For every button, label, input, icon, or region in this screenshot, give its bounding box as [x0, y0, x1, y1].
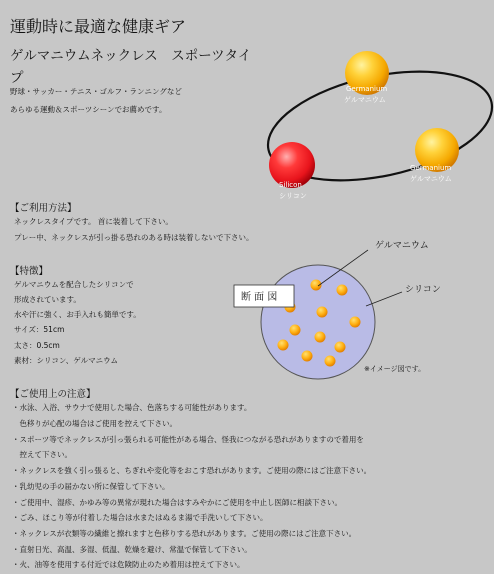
caution-line: 色移りが心配の場合はご使用を控えて下さい。 [12, 419, 177, 428]
feature-line: 形成されています。 [14, 295, 81, 304]
caution-line: ・ネックレスを強く引っ張ると、ちぎれや変化等をおこす恐れがあります。ご使用の際にはご注意下さい。 [12, 466, 372, 475]
particle [290, 325, 301, 336]
caution-line: 控えて下さい。 [12, 450, 72, 459]
caution-heading: 【ご使用上の注意】 [10, 389, 96, 400]
particle [317, 307, 328, 318]
germanium-label-right-jp: ゲルマニウム [410, 175, 452, 183]
caution-line: ・ご使用中、湿疹、かゆみ等の異常が現れた場合はすみやかにご使用を中止し医師に相談下さい。 [12, 498, 342, 507]
particle [302, 351, 313, 362]
particle [350, 317, 361, 328]
sports-list: 野球・サッカー・テニス・ゴルフ・ランニングなど [10, 87, 182, 96]
caution-line: ・スポーツ等でネックレスが引っ張られる可能性がある場合、怪我につながる恐れがありますので着用を [12, 435, 364, 444]
caution-line: ・直射日光、高温、多湿、低温、乾燥を避け、常温で保管して下さい。 [12, 545, 252, 554]
feature-size: サイズ：51cm [14, 325, 65, 334]
caution-line: ・ごみ、ほこり等が付着した場合は水またはぬるま湯で手洗いして下さい。 [12, 513, 268, 522]
silicon-label-en: Silicon [279, 181, 302, 189]
caution-line: ・水泳、入浴、サウナで使用した場合、色落ちする可能性があります。 [12, 403, 252, 412]
product-name: ゲルマニウムネックレス スポーツタイ [10, 48, 252, 64]
particle [337, 285, 348, 296]
silicon-label-jp: シリコン [279, 192, 307, 200]
page-title: 運動時に最適な健康ギア [10, 17, 187, 36]
germanium-label-top-en: Germanium [346, 85, 388, 93]
silicon-leader-line [366, 292, 402, 306]
caution-line: ・乳幼児の手の届かない所に保管して下さい。 [12, 482, 170, 491]
usage-heading: 【ご利用方法】 [10, 203, 77, 214]
feature-line: ゲルマニウムを配合したシリコンで [14, 280, 134, 289]
caution-line: ・火、油等を使用する付近では危険防止のため着用は控えて下さい。 [12, 560, 245, 569]
feature-thickness: 太さ：0.5cm [14, 341, 60, 350]
usage-line: ネックレスタイプです。 首に装着して下さい。 [14, 217, 173, 226]
product-name-continued: プ [10, 70, 24, 86]
feature-material: 素材：シリコン、ゲルマニウム [14, 356, 119, 365]
usage-line: プレー中、ネックレスが引っ掛る恐れのある時は装着しないで下さい。 [14, 233, 254, 242]
cross-section-label: 断 面 図 [241, 292, 278, 303]
germanium-label-right-en: Germanium [410, 164, 452, 172]
silicon-label: シリコン [405, 285, 441, 295]
particle [278, 340, 289, 351]
particle [315, 332, 326, 343]
recommended-scenes: あらゆる運動＆スポーツシーンでお薦めです。 [10, 105, 167, 114]
features-heading: 【特徴】 [10, 266, 49, 277]
particle [335, 342, 346, 353]
image-note: ※イメージ図です。 [364, 365, 426, 373]
caution-line: ・ネックレスが衣類等の繊維と擦れますと色移りする恐れがあります。ご使用の際にはご注意下さい。 [12, 529, 357, 538]
feature-line: 水や汗に強く、お手入れも簡単です。 [14, 310, 141, 319]
germanium-label: ゲルマニウム [375, 241, 429, 251]
particle [325, 356, 336, 367]
germanium-label-top-jp: ゲルマニウム [344, 96, 386, 104]
